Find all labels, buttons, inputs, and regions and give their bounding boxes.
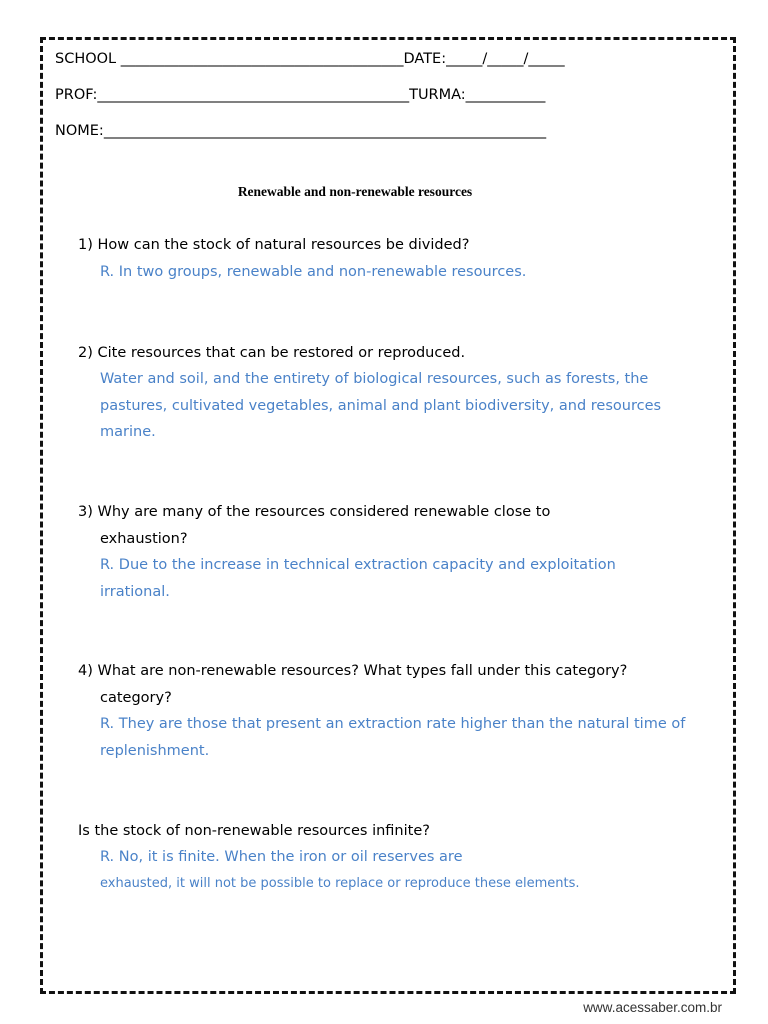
- school-date-line: SCHOOL _______________________________________DATE:_____/_____/_____: [55, 51, 565, 67]
- question-1: [78, 232, 469, 259]
- prof-turma-line: PROF:___________________________________________TURMA:___________: [55, 87, 546, 103]
- question-3: [78, 499, 550, 552]
- answer-1-line-1: R. In two groups, renewable and non-renewable resources.: [100, 264, 527, 280]
- worksheet-title: Renewable and non-renewable resources: [237, 184, 473, 199]
- question-2: [78, 340, 465, 367]
- nome-line: NOME:_____________________________________________________________: [55, 123, 547, 139]
- answer-4-line-1: R. They are those that present an extraction rate higher than the natural time of: [100, 716, 686, 732]
- question-4: [78, 658, 627, 711]
- answer-4: [100, 711, 685, 764]
- answer-1: [100, 259, 526, 286]
- answer-5-line-1: R. No, it is finite. When the iron or oil reserves are: [100, 849, 463, 865]
- question-1-line-1: 1) How can the stock of natural resources be divided?: [78, 237, 470, 253]
- question-3-line-2: exhaustion?: [100, 530, 188, 547]
- website-footer: www.acessaber.com.br: [583, 1000, 722, 1015]
- answer-2-line-2: pastures, cultivated vegetables, animal and plant biodiversity, and resources: [100, 397, 662, 414]
- question-4-line-1: 4) What are non-renewable resources? What types fall under this category?: [78, 663, 628, 679]
- answer-3-line-1: R. Due to the increase in technical extraction capacity and exploitation: [100, 557, 616, 573]
- answer-3-line-2: irrational.: [100, 583, 170, 600]
- question-3-line-1: 3) Why are many of the resources considered renewable close to: [78, 504, 551, 520]
- answer-2-line-1: Water and soil, and the entirety of biological resources, such as forests, the: [100, 371, 649, 387]
- answer-2-line-3: marine.: [100, 424, 156, 440]
- question-2-line-1: 2) Cite resources that can be restored or reproduced.: [78, 345, 466, 361]
- question-4-line-2: category?: [100, 689, 172, 706]
- answer-5: [100, 844, 580, 897]
- answer-3: [100, 552, 616, 605]
- question-5-line-1: Is the stock of non-renewable resources infinite?: [78, 823, 430, 839]
- question-5: [78, 818, 430, 845]
- answer-4-line-2: replenishment.: [100, 742, 210, 759]
- answer-2: [100, 366, 661, 446]
- answer-5-line-2: exhausted, it will not be possible to replace or reproduce these elements.: [100, 875, 580, 891]
